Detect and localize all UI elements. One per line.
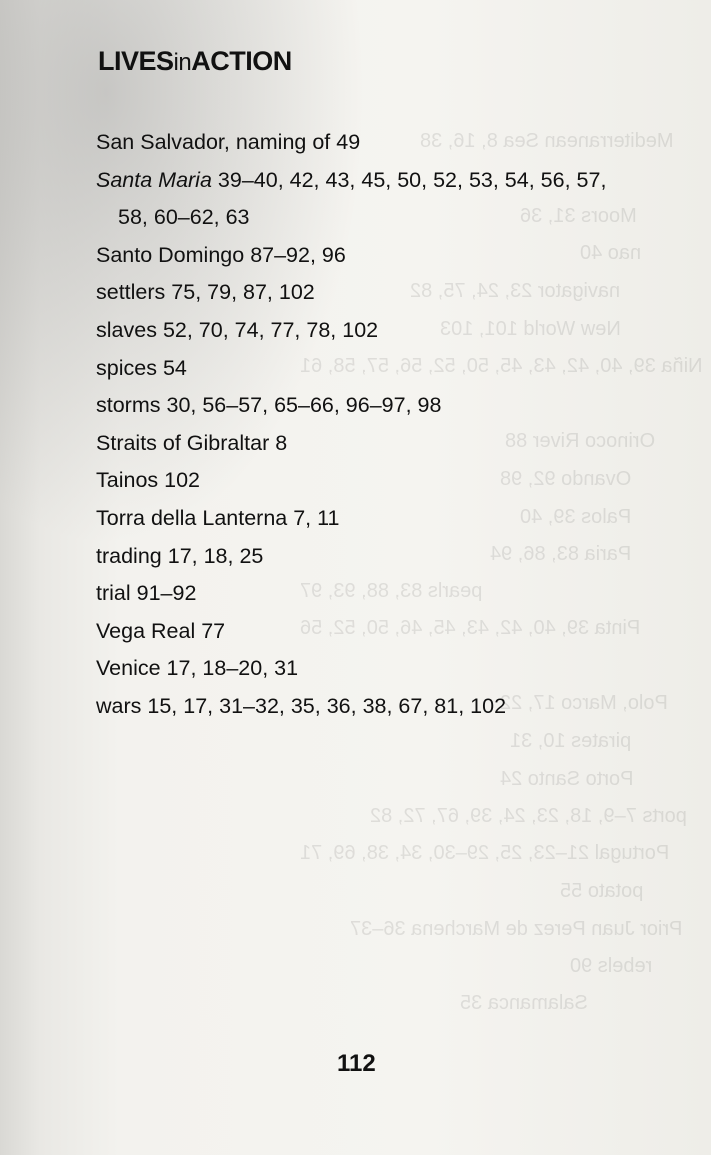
index-entry	[96, 237, 676, 275]
index-term: wars	[96, 693, 142, 718]
index-pages: 17, 18–20, 31	[166, 656, 299, 681]
page-number: 112	[337, 1050, 376, 1077]
index-term: settlers	[96, 280, 166, 305]
index-entry	[96, 613, 676, 651]
index-entry	[96, 500, 676, 538]
show-through-text: Mediterranean Sea 8, 16, 38 Moors 31, 36 nao 40 navigator 23, 24, 75, 82 New World 101, 103 Niña 39, 40, 42, 43, 45, 50, 52, 56, 57, 58, 61 Orinoco River 88 Ovando 92, 98 Palos 39, 40 Paria 83, 86, 94 pearls 83, 88, 93, 97 Pinta 39, 40, 42, 43, 45, 46, 50, 52, 56 Polo, Marco 17, 22 pirates 10, 31 Porto Santo 24 ports 7–9, 18, 23, 24, 39, 67, 72, 82 Portugal 21–23, 25, 29–30, 34, 38, 69, 71 potato 55 Prior Juan Perez de Marchena 36–37 rebels 90 Salamanca 35	[300, 130, 703, 1014]
index-pages: 52, 70, 74, 77, 78, 102	[162, 317, 379, 342]
index-term: Torra della Lanterna	[96, 505, 288, 530]
index-pages: 87–92, 96	[250, 242, 346, 267]
index-pages: 39–40, 42, 43, 45, 50, 52, 53, 54, 56, 57,	[217, 167, 607, 192]
index-entry	[96, 538, 676, 576]
index-entry	[96, 575, 676, 613]
index-pages: 8	[275, 430, 288, 455]
index-entry	[96, 274, 676, 312]
index-term: Santo Domingo	[96, 242, 245, 267]
index-term: slaves	[96, 317, 157, 342]
index-pages-continued: 58, 60–62, 63	[118, 205, 250, 230]
index-entry	[96, 425, 676, 463]
series-title-action: ACTION	[191, 46, 292, 76]
index-term: Vega Real	[96, 618, 196, 643]
index-entry	[96, 162, 676, 237]
index-term: San Salvador, naming of	[96, 130, 331, 154]
index-pages: 15, 17, 31–32, 35, 36, 38, 67, 81, 102	[147, 693, 507, 718]
index-term: trading	[96, 543, 162, 568]
index-term: spices	[96, 355, 157, 380]
index-entry	[96, 350, 676, 388]
index-entry	[96, 312, 676, 350]
index-entry	[96, 387, 676, 425]
index-pages: 75, 79, 87, 102	[171, 280, 315, 305]
index-term: trial	[96, 581, 131, 606]
series-title	[98, 46, 292, 77]
index-term: Santa Maria	[96, 167, 212, 192]
index-pages: 54	[162, 355, 187, 380]
index-entry	[96, 462, 676, 500]
index-entry	[96, 124, 676, 162]
index-pages: 17, 18, 25	[167, 543, 264, 568]
index-pages: 77	[201, 618, 226, 643]
index-entries	[96, 124, 676, 726]
index-entry	[96, 650, 676, 688]
series-title-lives: LIVES	[98, 46, 174, 76]
series-title-in: in	[173, 49, 192, 76]
index-pages: 49	[336, 130, 361, 154]
index-entry	[96, 688, 676, 726]
index-term: Tainos	[96, 468, 159, 493]
index-term: Venice	[96, 656, 161, 681]
index-pages: 91–92	[136, 581, 197, 606]
index-term: storms	[96, 393, 161, 418]
index-pages: 30, 56–57, 65–66, 96–97, 98	[166, 393, 442, 418]
index-term: Straits of Gibraltar	[96, 430, 270, 455]
index-pages: 102	[164, 468, 201, 493]
index-pages: 7, 11	[293, 505, 340, 530]
